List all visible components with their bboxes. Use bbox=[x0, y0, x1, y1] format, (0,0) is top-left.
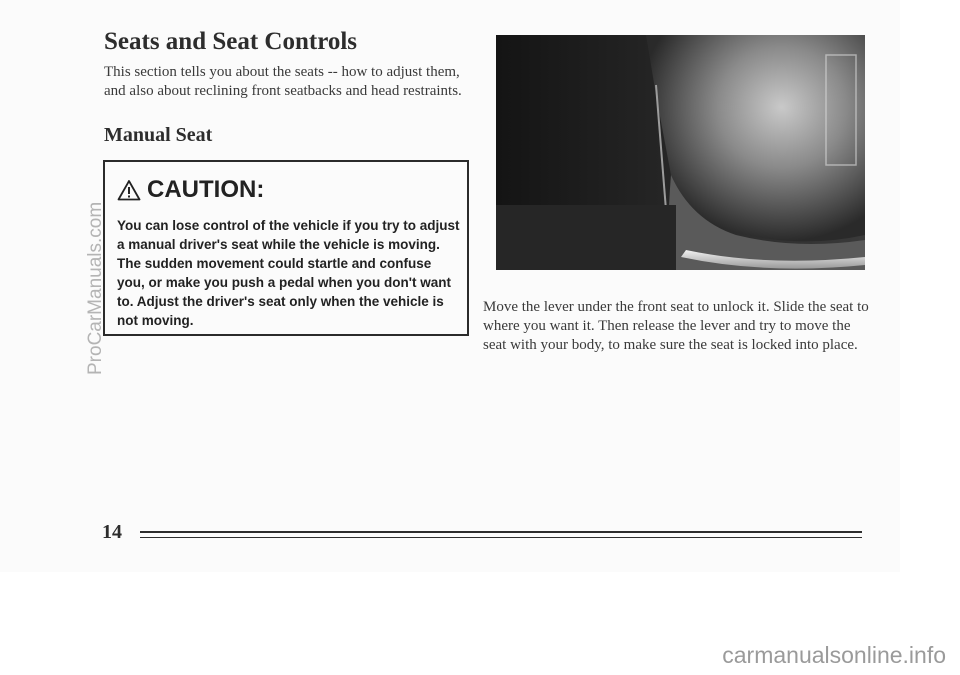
page-number: 14 bbox=[102, 521, 122, 543]
warning-triangle-icon bbox=[117, 179, 141, 201]
caution-box bbox=[103, 160, 469, 336]
intro-paragraph: This section tells you about the seats -- how to adjust them, and also about reclining front seatbacks and head restraints. bbox=[104, 64, 462, 99]
footer-rule bbox=[140, 531, 862, 533]
seat-lever-photo bbox=[496, 35, 865, 270]
bottom-watermark: carmanualsonline.info bbox=[722, 642, 946, 668]
floor-carpet bbox=[496, 205, 676, 270]
subsection-heading: Manual Seat bbox=[104, 124, 213, 146]
photo-caption: Move the lever under the front seat to unlock it. Slide the seat to where you want it. Then release the lever and try to move the seat with your body, to make sure the seat is locked into place. bbox=[483, 299, 869, 353]
caution-label: CAUTION: bbox=[147, 176, 265, 203]
caution-text: You can lose control of the vehicle if you try to adjust a manual driver's seat while the vehicle is moving. The sudden movement could startle and confuse you, or make you push a pedal when you don't want to. Adjust the driver's seat only when the vehicle is not moving. bbox=[117, 218, 460, 328]
section-heading: Seats and Seat Controls bbox=[104, 28, 358, 55]
side-watermark: ProCarManuals.com bbox=[85, 201, 106, 375]
footer-rule-thin bbox=[140, 537, 862, 538]
caution-header bbox=[117, 176, 264, 204]
